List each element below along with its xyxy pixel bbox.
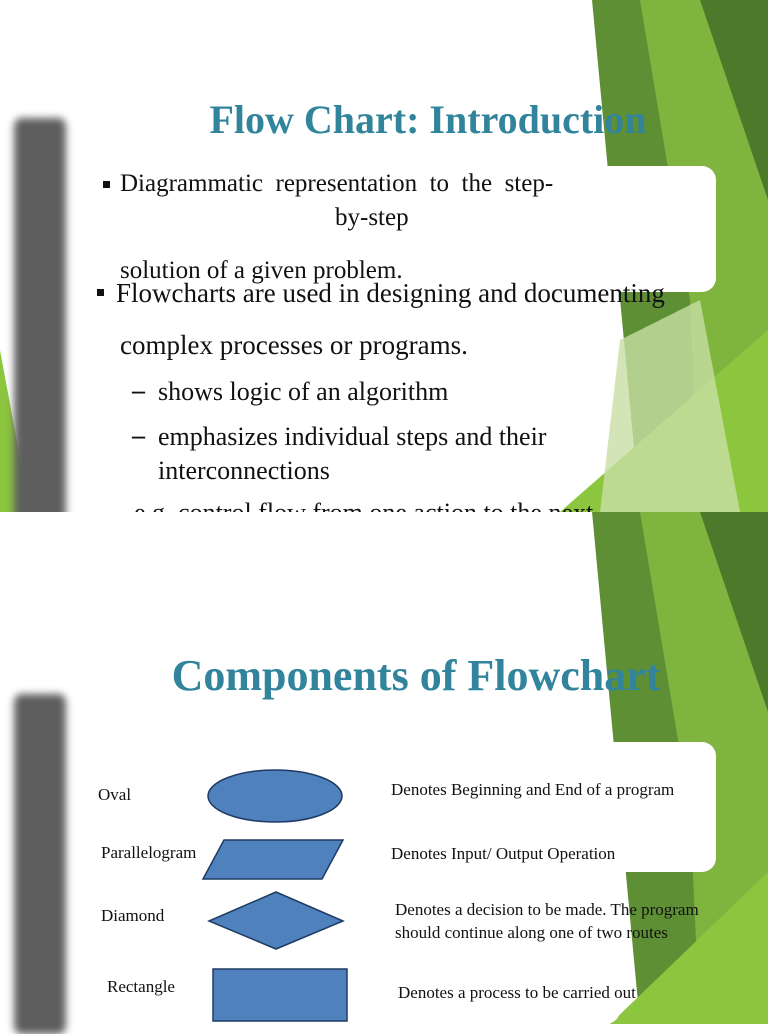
component-desc-diamond: Denotes a decision to be made. The program should continue along one of two routes — [395, 900, 699, 942]
subbullet-2-line-2: interconnections — [158, 456, 330, 485]
bullet-1-line-3: solution of a given problem. — [120, 257, 403, 284]
bullet-1-line-1: Diagrammatic representation to the step- — [120, 170, 554, 197]
left-shadow-bar — [14, 118, 66, 552]
subbullet-2-line-1: emphasizes individual steps and their — [158, 422, 547, 451]
component-name-rectangle: Rectangle — [107, 977, 175, 996]
slide-title: Components of Flowchart — [171, 651, 661, 700]
component-name-diamond: Diamond — [101, 906, 165, 925]
slide-components — [0, 512, 768, 1024]
rectangle-shape-icon — [211, 967, 351, 1023]
bullet-marker — [103, 181, 110, 188]
component-desc-parallelogram: Denotes Input/ Output Operation — [391, 844, 616, 863]
left-shadow-bar — [14, 694, 66, 1034]
slide-intro — [0, 0, 768, 512]
subbullet-marker: – — [132, 421, 145, 450]
component-name-parallelogram: Parallelogram — [101, 843, 197, 862]
bullet-marker — [97, 289, 104, 296]
bullet-1-line-2: by-step — [335, 204, 409, 231]
component-desc-oval: Denotes Beginning and End of a program — [391, 780, 675, 799]
oval-shape-icon — [205, 768, 345, 824]
component-desc-rectangle: Denotes a process to be carried out — [398, 983, 636, 1002]
diamond-shape-icon — [206, 890, 346, 952]
subbullet-1: shows logic of an algorithm — [158, 377, 449, 406]
component-name-oval: Oval — [98, 785, 132, 804]
subbullet-marker: – — [132, 376, 145, 405]
bullet-2-line-1: Flowcharts are used in designing and documenting — [116, 278, 665, 308]
bullet-2-line-2: complex processes or programs. — [120, 330, 468, 360]
slide-title: Flow Chart: Introduction — [209, 97, 647, 142]
parallelogram-shape-icon — [200, 838, 346, 882]
